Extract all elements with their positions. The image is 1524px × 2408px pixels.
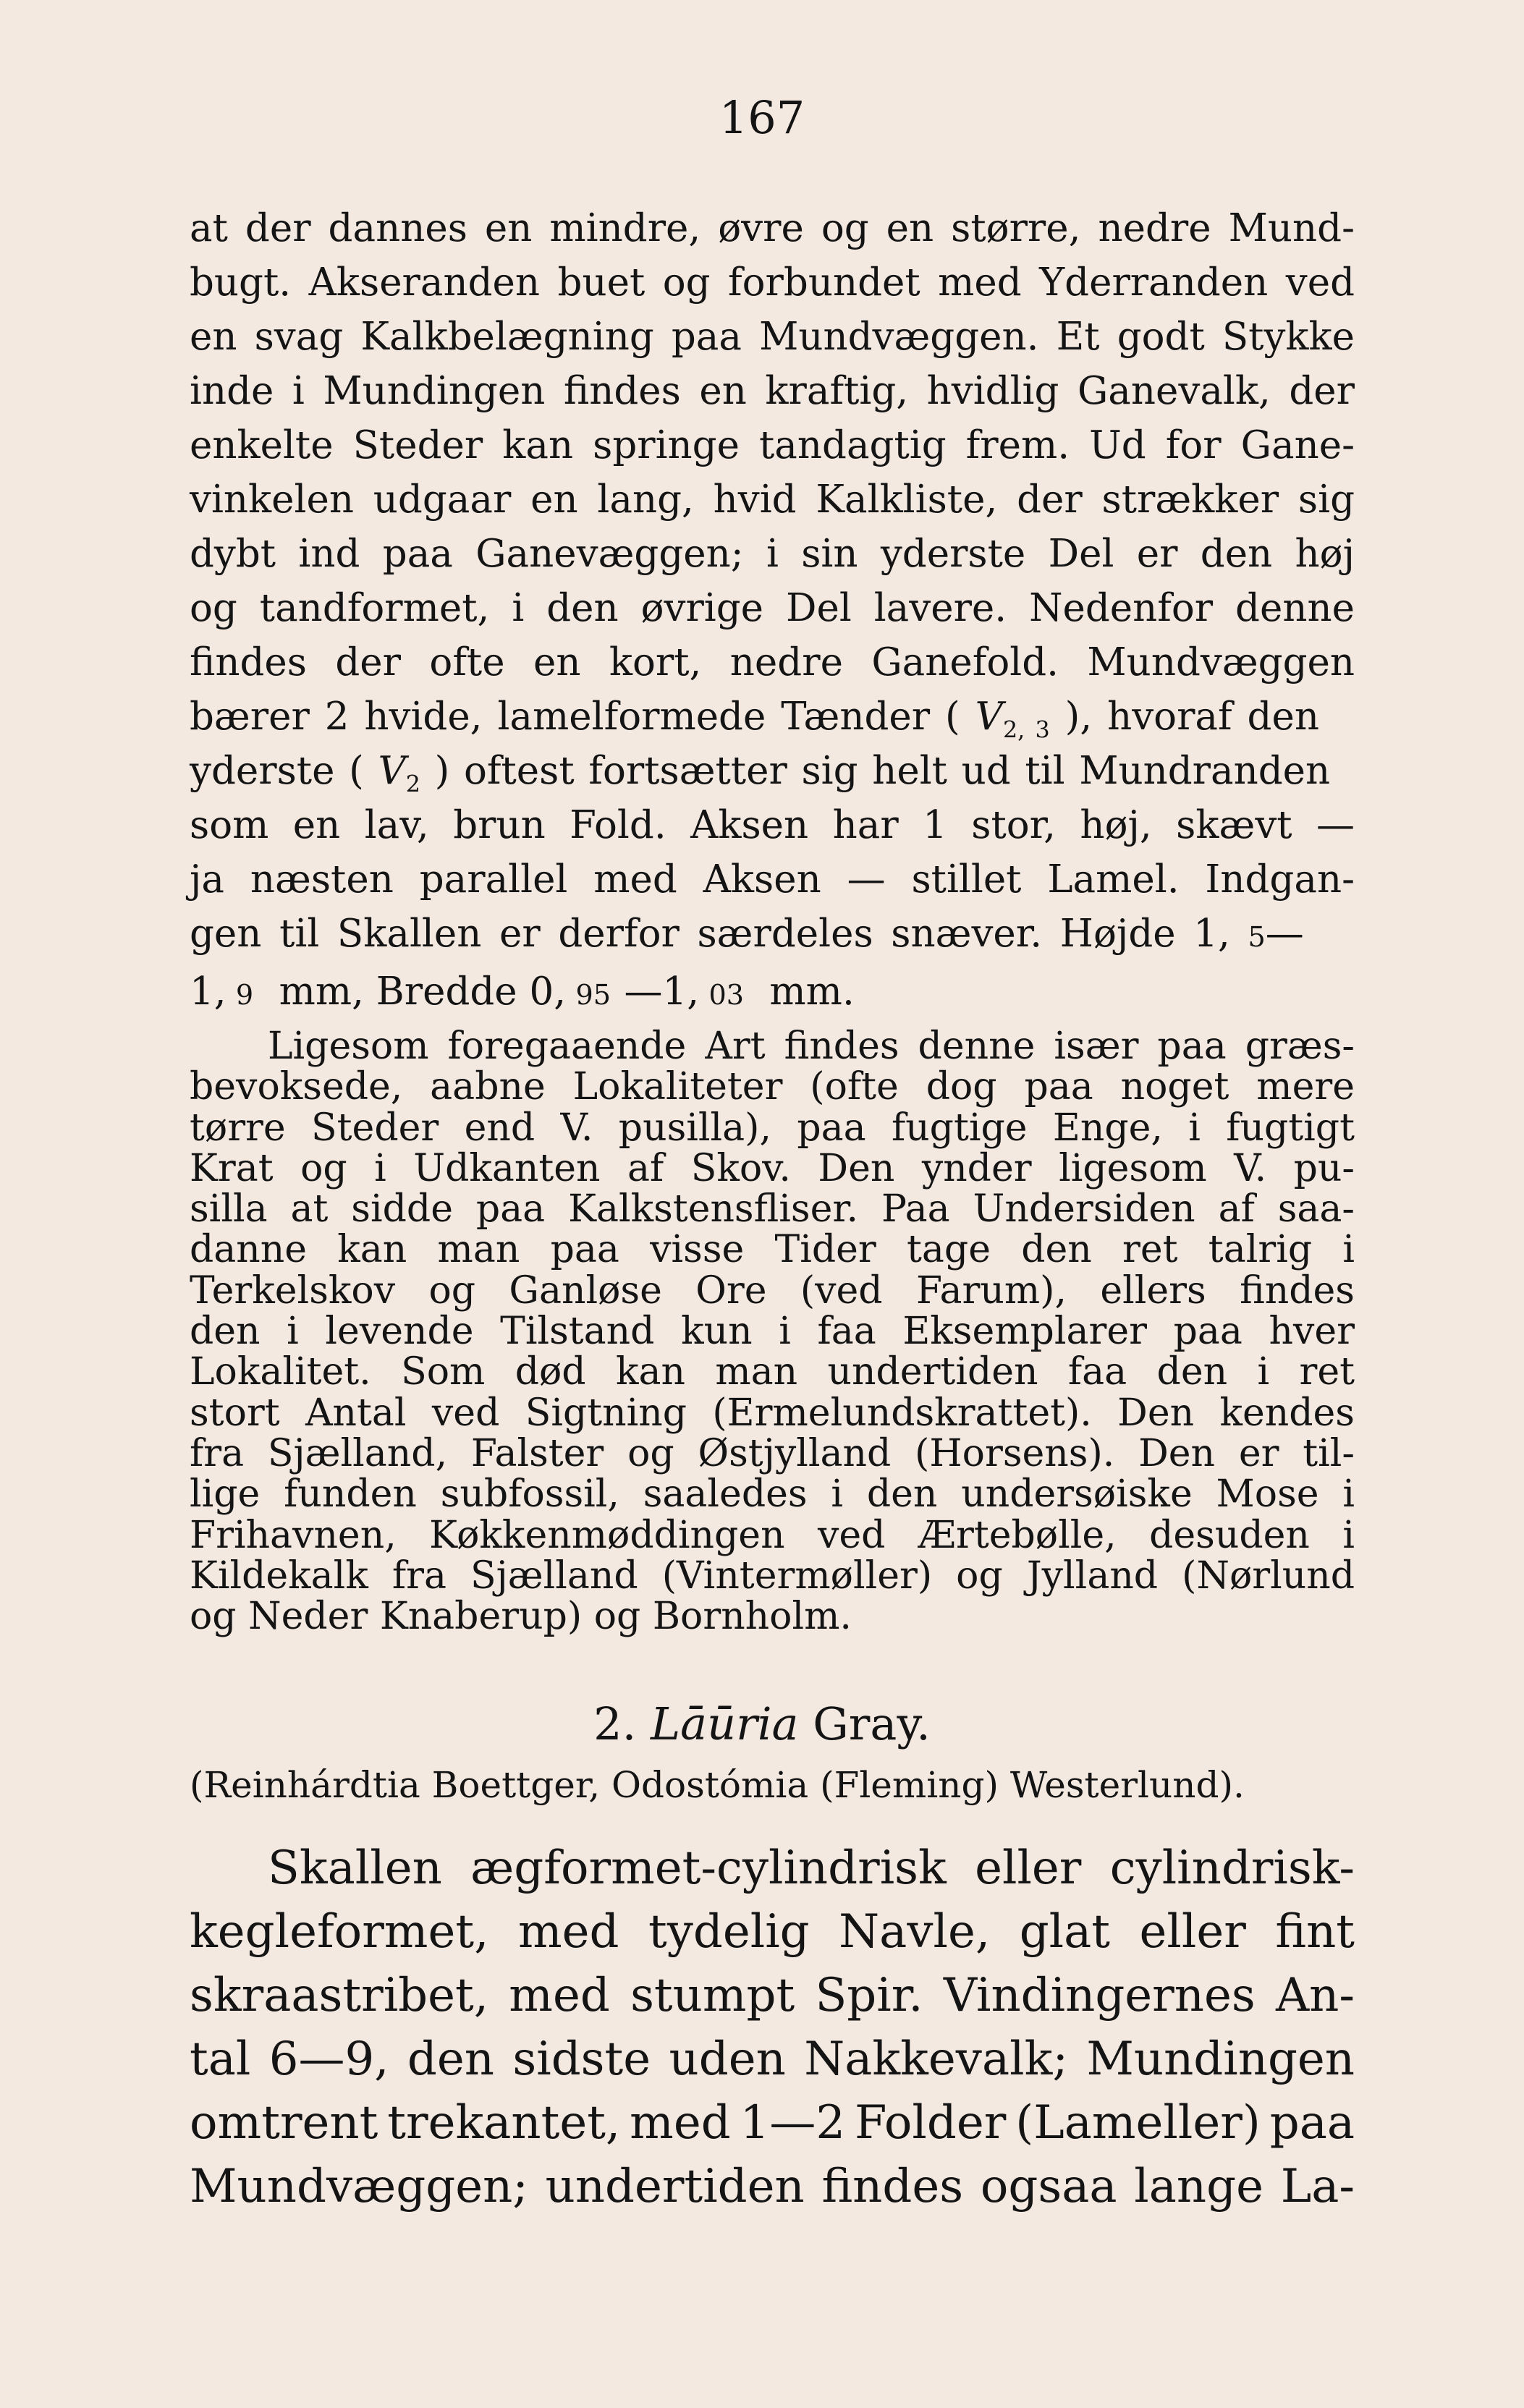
decimal-digits: 03: [708, 979, 745, 1011]
paragraph-1: [190, 201, 1355, 1022]
text-line: [190, 907, 1355, 965]
text-line: Kildekalk fra Sjælland (Vintermøller) og Jylland (Nørlund: [190, 1553, 1355, 1598]
section-number: 2.: [593, 1697, 637, 1750]
text-segment: —: [1265, 912, 1304, 956]
text-line: [190, 690, 1355, 744]
text-line: som en lav, brun Fold. Aksen har 1 stor, høj, skævt —: [190, 803, 1355, 847]
text-line: findes der ofte en kort, nedre Ganefold. Mundvæggen: [190, 640, 1355, 684]
text-line: den i levende Tilstand kun i faa Eksemplarer paa hver: [190, 1310, 1355, 1354]
tooth-index: 2, 3: [1002, 716, 1050, 744]
text-line: Skallen ægformet-cylindrisk eller cylindrisk-: [268, 1841, 1355, 1895]
text-line: silla at sidde paa Kalkstensfliser. Paa Undersiden af saa-: [190, 1187, 1355, 1231]
text-line: Frihavnen, Køkkenmøddingen ved Ærtebølle, desuden i: [190, 1513, 1355, 1557]
synonyms-line: (Reinhárdtia Boettger, Odostómia (Fleming) Westerlund).: [190, 1764, 1245, 1806]
text-segment: bærer 2 hvide, lamelformede Tænder (: [190, 695, 960, 739]
text-line: at der dannes en mindre, øvre og en større, nedre Mund-: [190, 206, 1355, 250]
text-segment: mm.: [757, 970, 855, 1014]
tooth-notation: [975, 695, 1050, 744]
text-line: kegleformet, med tydelig Navle, glat eller fint: [190, 1905, 1355, 1959]
text-segment: [1248, 912, 1304, 956]
decimal-digits: 9: [235, 979, 254, 1011]
text-line: lige funden subfossil, saaledes i den undersøiske Mose i: [190, 1472, 1355, 1517]
text-line: bugt. Akseranden buet og forbundet med Yderranden ved: [190, 260, 1355, 305]
text-line: danne kan man paa visse Tider tage den ret talrig i: [190, 1228, 1355, 1272]
text-segment: ) oftest fortsætter sig helt ud til Mundranden: [434, 749, 1331, 793]
tooth-symbol: V: [378, 749, 406, 793]
text-line: stort Antal ved Sigtning (Ermelundskrattet). Den kendes: [190, 1391, 1355, 1435]
section-heading: [0, 1697, 1524, 1750]
text-line: ja næsten parallel med Aksen — stillet Lamel. Indgan-: [190, 857, 1355, 902]
text-line: Mundvæggen; undertiden findes ogsaa lange La-: [190, 2160, 1355, 2213]
text-segment: ), hvoraf den: [1064, 695, 1319, 739]
tooth-symbol: V: [975, 695, 1003, 739]
text-line: fra Sjælland, Falster og Østjylland (Horsens). Den er til-: [190, 1431, 1355, 1475]
text-line: vinkelen udgaar en lang, hvid Kalkliste, der strækker sig: [190, 478, 1355, 522]
text-line: [190, 744, 1355, 798]
page-number: 167: [719, 91, 805, 144]
text-segment: mm, Bredde 0,: [266, 970, 567, 1014]
text-line: skraastribet, med stumpt Spir. Vindingernes An-: [190, 1969, 1355, 2022]
text-line: og tandformet, i den øvrige Del lavere. Nedenfor denne: [190, 586, 1355, 630]
text-line: omtrent trekantet, med 1—2 Folder (Lameller) paa: [190, 2096, 1355, 2150]
text-line: dybt ind paa Ganevæggen; i sin yderste Del er den høj: [190, 532, 1355, 576]
text-line: Terkelskov og Ganløse Ore (ved Farum), ellers findes: [190, 1268, 1355, 1313]
text-line: enkelte Steder kan springe tandagtig frem. Ud for Gane-: [190, 423, 1355, 467]
genus-name: Lāūria: [651, 1697, 799, 1750]
text-line: og Neder Knaberup) og Bornholm.: [190, 1595, 852, 1639]
text-segment: gen til Skallen er derfor særdeles snæver. Højde 1,: [190, 912, 1230, 956]
text-line: tørre Steder end V. pusilla), paa fugtige Enge, i fugtigt: [190, 1106, 1355, 1150]
text-line: Ligesom foregaaende Art findes denne især paa græs-: [268, 1025, 1355, 1068]
paragraph-2: [190, 1026, 1355, 1637]
tooth-notation: [378, 749, 420, 798]
text-segment: yderste (: [190, 749, 364, 793]
text-line: bevoksede, aabne Lokaliteter (ofte dog paa noget mere: [190, 1065, 1355, 1109]
text-line: tal 6—9, den sidste uden Nakkevalk; Mundingen: [190, 2032, 1355, 2086]
paragraph-3: [190, 1836, 1355, 2218]
text-line: en svag Kalkbelægning paa Mundvæggen. Et godt Stykke: [190, 315, 1355, 359]
tooth-index: 2: [405, 771, 420, 798]
genus-author: Gray.: [813, 1697, 931, 1750]
decimal-digits: 5: [1248, 921, 1266, 953]
text-segment: 1,: [190, 970, 227, 1014]
decimal-digits: 95: [575, 979, 611, 1011]
text-line: [190, 965, 1355, 1022]
measurement-text: [190, 965, 855, 1022]
text-line: inde i Mundingen findes en kraftig, hvidlig Ganevalk, der: [190, 369, 1355, 413]
text-segment: —1,: [624, 970, 700, 1014]
text-line: Lokalitet. Som død kan man undertiden faa den i ret: [190, 1350, 1355, 1394]
text-line: Krat og i Udkanten af Skov. Den ynder ligesom V. pu-: [190, 1146, 1355, 1190]
